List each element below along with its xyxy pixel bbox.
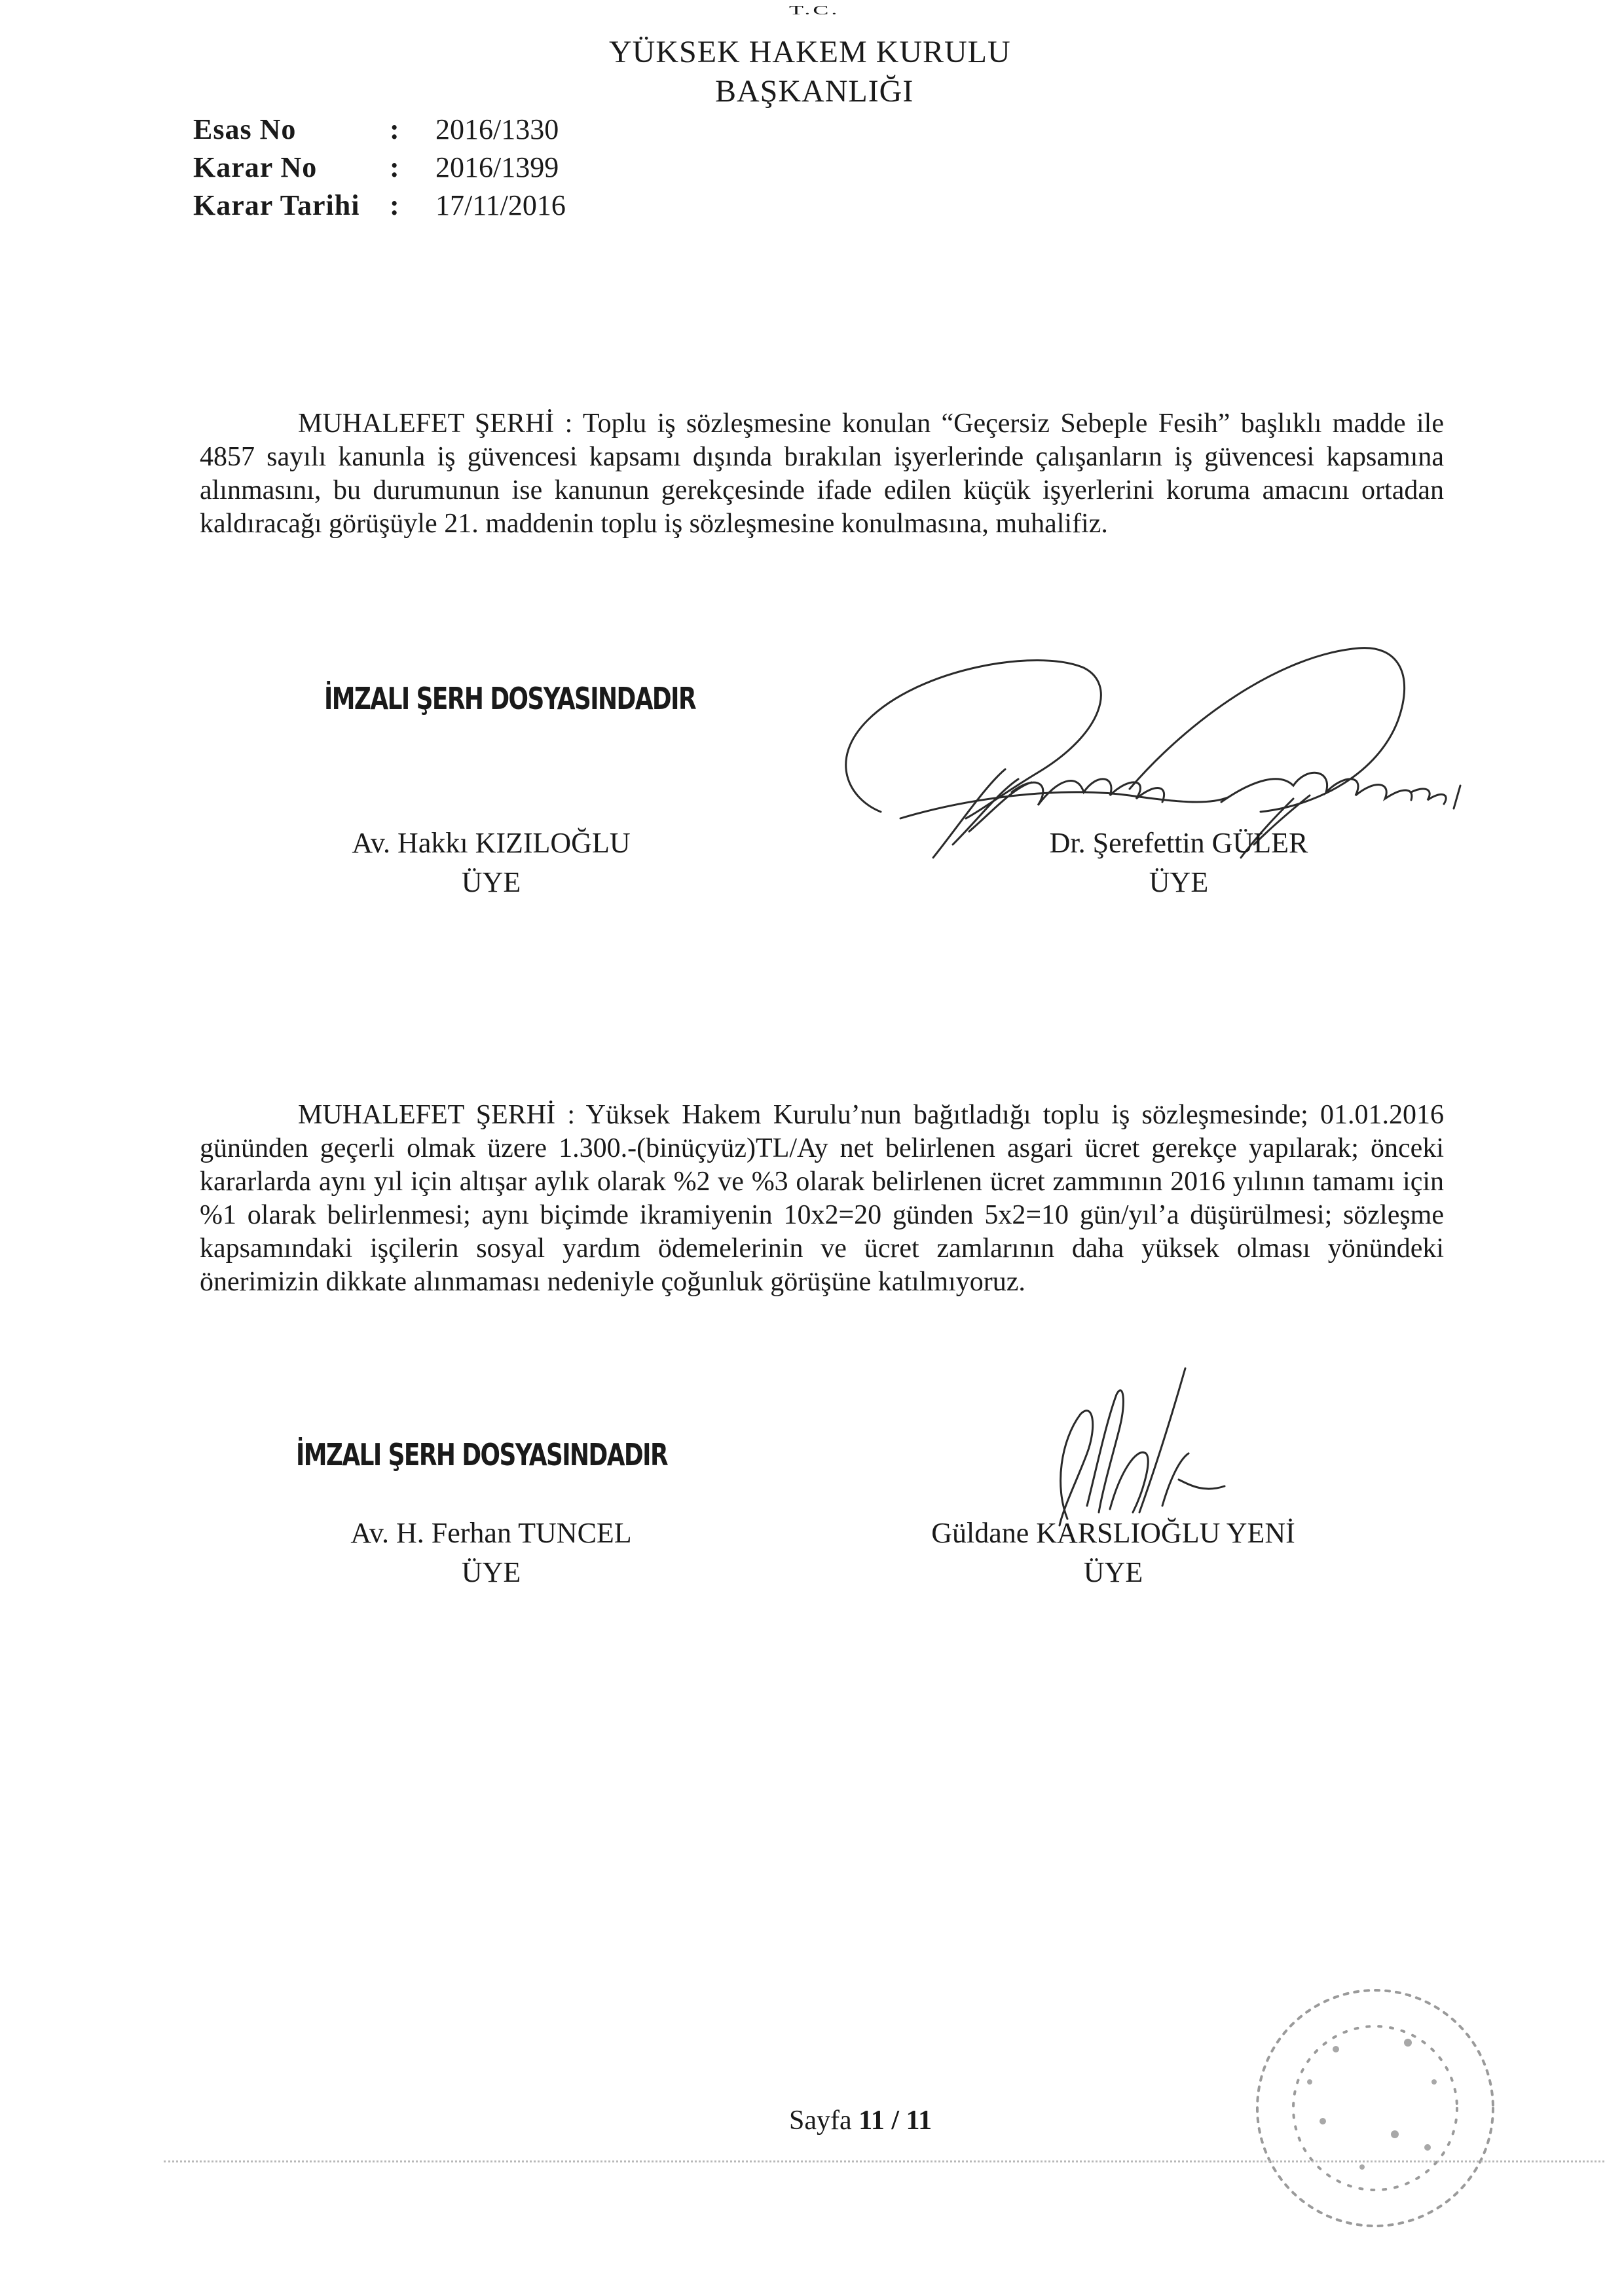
meta-key: Esas No: [193, 113, 297, 145]
meta-value: 2016/1399: [435, 151, 559, 183]
meta-row-karar: [193, 151, 566, 189]
case-meta: [193, 113, 566, 227]
page-number: 11 / 11: [858, 2105, 932, 2136]
seal-stamp: [1238, 1971, 1513, 2246]
meta-row-esas: [193, 113, 566, 151]
meta-sep: :: [390, 151, 399, 183]
meta-sep: :: [390, 189, 399, 221]
signer-role: ÜYE: [1083, 1556, 1143, 1588]
dissent-paragraph-2: [200, 1099, 1444, 1299]
meta-value: 2016/1330: [435, 113, 559, 145]
signer-name: Dr. Şerefettin GÜLER: [1049, 827, 1308, 859]
signer-block-guler: [950, 824, 1408, 902]
signed-dissent-stamp: İMZALI ŞERH DOSYASINDADIR: [296, 1437, 668, 1472]
meta-sep: :: [390, 113, 399, 145]
signer-name: Av. Hakkı KIZILOĞLU: [352, 827, 631, 859]
signed-dissent-stamp: İMZALI ŞERH DOSYASINDADIR: [324, 681, 696, 716]
meta-key: Karar No: [193, 151, 318, 183]
institution-subtitle: BAŞKANLIĞI: [715, 74, 914, 109]
dissent-text-2: MUHALEFET ŞERHİ : Yüksek Hakem Kurulu’nun bağıtladığı toplu iş sözleşmesinde; 01.01.2016 gününden geçerli olmak üzere 1.300.-(binüçyüz)TL/Ay net belirlenen asgari ücret gerekçe yapılarak; önceki kararlarda aynı yıl için altışar aylık olarak %2 ve %3 olarak belirlenen ücret zammının 2016 yılının tamamı için %1 olarak belirlenmesi; aynı biçimde ikramiyenin 10x2=20 günden 5x2=10 gün/yıl’a düşürülmesi; sözleşme kapsamındaki işçilerin sosyal yardım ödemelerinin ve ücret zamlarının daha yüksek olması yönündeki önerimizin dikkate alınmaması nedeniyle çoğunluk görüşüne katılmıyoruz.: [200, 1100, 1444, 1297]
dissent-paragraph-1: [200, 407, 1444, 541]
signer-name: Güldane KARSLIOĞLU YENİ: [931, 1517, 1295, 1549]
signer-role: ÜYE: [461, 866, 521, 898]
signer-block-tuncel: [301, 1514, 681, 1592]
dissent-text-1: MUHALEFET ŞERHİ : Toplu iş sözleşmesine konulan “Geçersiz Sebeple Fesih” başlıklı madde ile 4857 sayılı kanunla iş güvencesi kapsamı dışında bırakılan işyerlerinde çalışanların iş güvencesi kapsamına alınmasını, bu durumunun ise kanunun gerekçesinde ifade edilen küçük işyerlerini koruma amacını ortadan kaldıracağı görüşüyle 21. maddenin toplu iş sözleşmesine konulmasına, muhalifiz.: [200, 409, 1444, 539]
scan-dotted-line: [164, 2160, 1604, 2162]
signer-block-karslioglu: [845, 1514, 1382, 1592]
meta-key: Karar Tarihi: [193, 189, 360, 221]
signer-role: ÜYE: [1149, 866, 1209, 898]
signer-name: Av. H. Ferhan TUNCEL: [350, 1517, 632, 1549]
page-label: Sayfa: [789, 2105, 852, 2136]
signer-block-kiziloglu: [301, 824, 681, 902]
institution-title: YÜKSEK HAKEM KURULU: [609, 35, 1011, 69]
meta-row-tarih: [193, 189, 566, 227]
page-footer: [789, 2105, 932, 2136]
meta-value: 17/11/2016: [435, 189, 566, 221]
tc-label: T.C.: [789, 3, 840, 18]
signer-role: ÜYE: [461, 1556, 521, 1588]
